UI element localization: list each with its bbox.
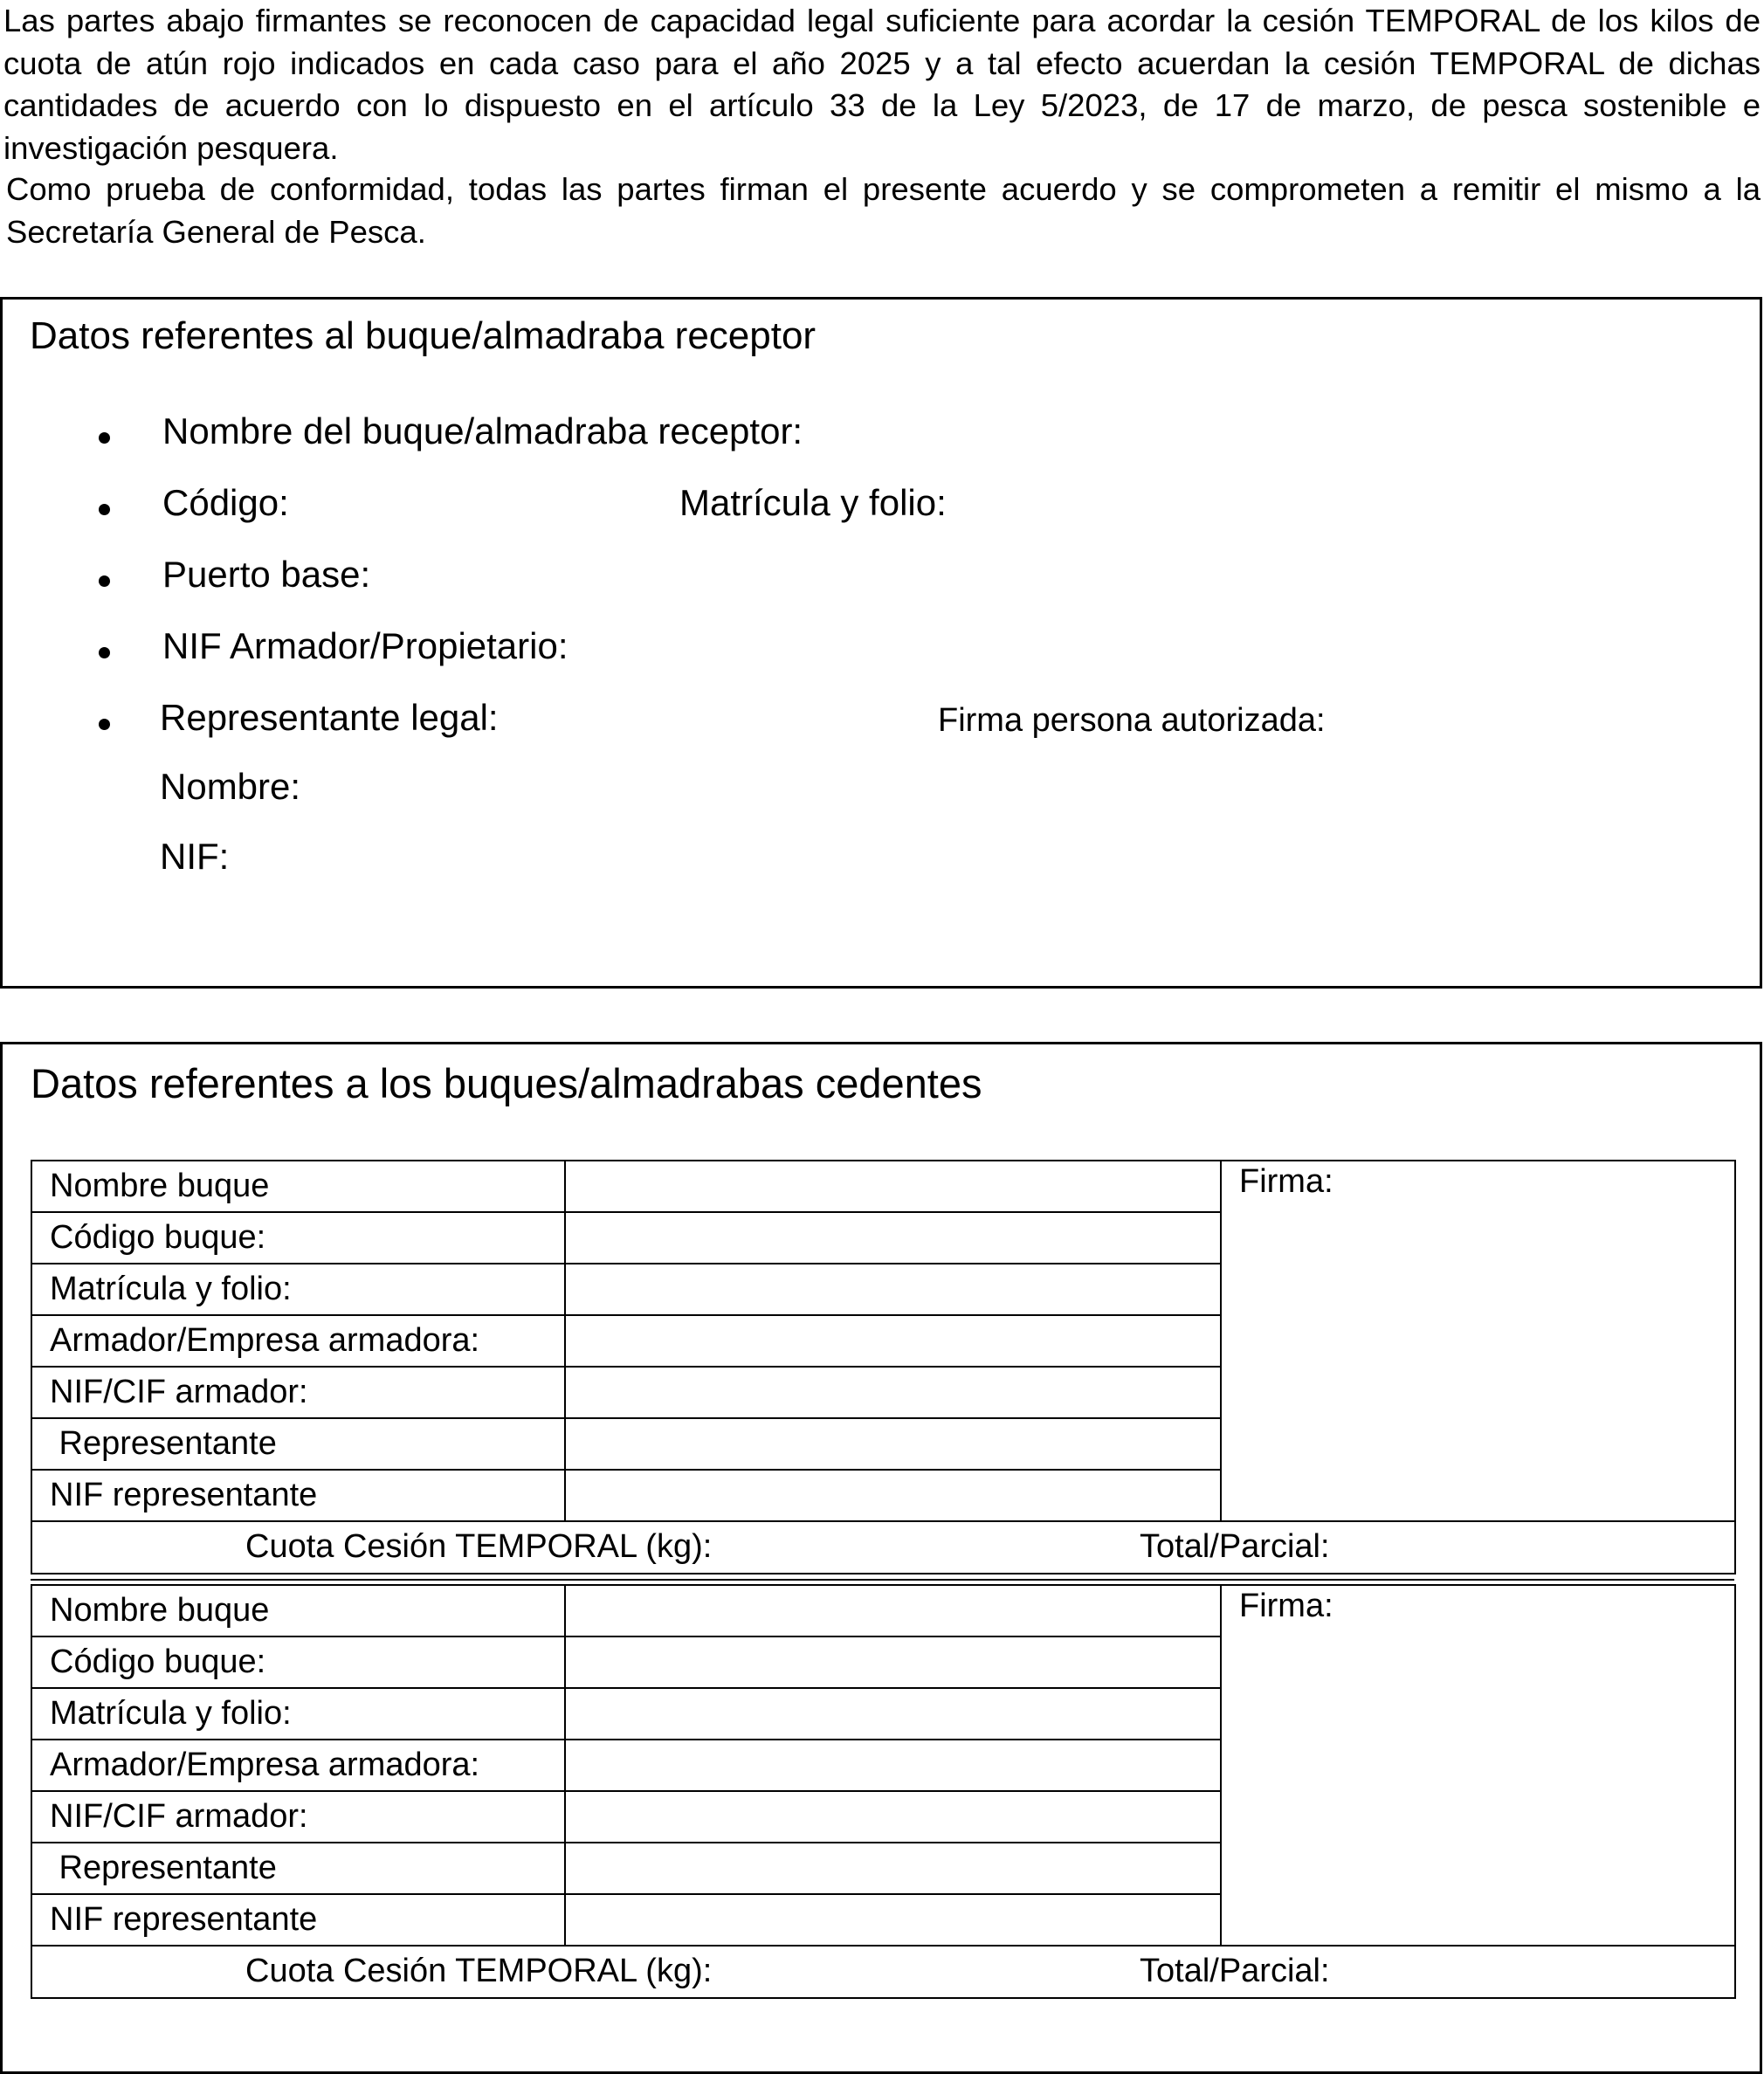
row-label-matricula: Matrícula y folio: [31,1264,565,1315]
firma-label: Firma: [1239,1588,1333,1624]
cedente-table-1 [31,1160,1736,1574]
receptor-matricula-label: Matrícula y folio: [679,482,947,523]
row-label-codigo-buque: Código buque: [31,1636,565,1688]
cuota-row[interactable] [31,1946,1735,1998]
bullet-icon [99,432,110,444]
value-cell[interactable] [565,1894,1221,1946]
table-row [31,1521,1735,1574]
receptor-section [0,297,1762,989]
bullet-icon [99,575,110,587]
row-label-nombre-buque: Nombre buque [31,1161,565,1212]
cuota-label: Cuota Cesión TEMPORAL (kg): [245,1953,713,1989]
table-row [31,1161,1735,1212]
value-cell[interactable] [565,1315,1221,1367]
value-cell[interactable] [565,1688,1221,1740]
value-cell[interactable] [565,1843,1221,1894]
cuota-label: Cuota Cesión TEMPORAL (kg): [245,1528,713,1565]
total-parcial-label: Total/Parcial: [1140,1528,1330,1565]
firma-label: Firma: [1239,1163,1333,1200]
value-cell[interactable] [565,1264,1221,1315]
receptor-section-title: Datos referentes al buque/almadraba receptor [30,314,817,357]
receptor-representante-label: Representante legal: [160,697,499,738]
value-cell[interactable] [565,1212,1221,1264]
receptor-puerto-label: Puerto base: [162,554,371,595]
row-label-representante: Representante [31,1418,565,1470]
total-parcial-label: Total/Parcial: [1140,1953,1330,1989]
cedente-table-2 [31,1584,1736,1999]
intro-paragraph-1: Las partes abajo firmantes se reconocen de capacidad legal suficiente para acordar la cesión TEMPORAL de los kilos de cuota de atún rojo indicados en cada caso para el año 2025 y a tal efecto acuerdan la cesión TEMPORAL de dichas cantidades de acuerdo con lo dispuesto en el artículo 33 de la Ley 5/2023, de 17 de marzo, de pesca sostenible e investigación pesquera. [3,3,1761,166]
table-separator [31,1579,1734,1581]
row-label-matricula: Matrícula y folio: [31,1688,565,1740]
table-row [31,1946,1735,1998]
row-label-nif-representante: NIF representante [31,1894,565,1946]
receptor-firma-label: Firma persona autorizada: [938,702,1326,739]
receptor-rep-nif-label: NIF: [160,836,230,877]
row-label-nif-representante: NIF representante [31,1470,565,1521]
bullet-icon [99,647,110,658]
firma-cell[interactable] [1221,1161,1735,1521]
row-label-representante: Representante [31,1843,565,1894]
value-cell[interactable] [565,1470,1221,1521]
row-label-armador: Armador/Empresa armadora: [31,1740,565,1791]
bullet-icon [99,504,110,515]
firma-cell[interactable] [1221,1585,1735,1946]
bullet-icon [99,719,110,730]
table-row [31,1585,1735,1636]
cedentes-section [0,1042,1762,2074]
row-label-nif-armador: NIF/CIF armador: [31,1791,565,1843]
receptor-rep-nombre-label: Nombre: [160,766,301,807]
value-cell[interactable] [565,1791,1221,1843]
receptor-nombre-label: Nombre del buque/almadraba receptor: [162,410,803,451]
row-label-armador: Armador/Empresa armadora: [31,1315,565,1367]
receptor-codigo-label: Código: [162,482,289,523]
value-cell[interactable] [565,1418,1221,1470]
value-cell[interactable] [565,1161,1221,1212]
cuota-row[interactable] [31,1521,1735,1574]
receptor-nif-armador-label: NIF Armador/Propietario: [162,625,568,666]
value-cell[interactable] [565,1585,1221,1636]
value-cell[interactable] [565,1636,1221,1688]
row-label-codigo-buque: Código buque: [31,1212,565,1264]
row-label-nombre-buque: Nombre buque [31,1585,565,1636]
cedentes-section-title: Datos referentes a los buques/almadrabas cedentes [31,1060,982,1106]
intro-paragraph-2: Como prueba de conformidad, todas las partes firman el presente acuerdo y se comprometen a remitir el mismo a la Secretaría General de Pesca. [6,171,1761,250]
row-label-nif-armador: NIF/CIF armador: [31,1367,565,1418]
value-cell[interactable] [565,1740,1221,1791]
value-cell[interactable] [565,1367,1221,1418]
